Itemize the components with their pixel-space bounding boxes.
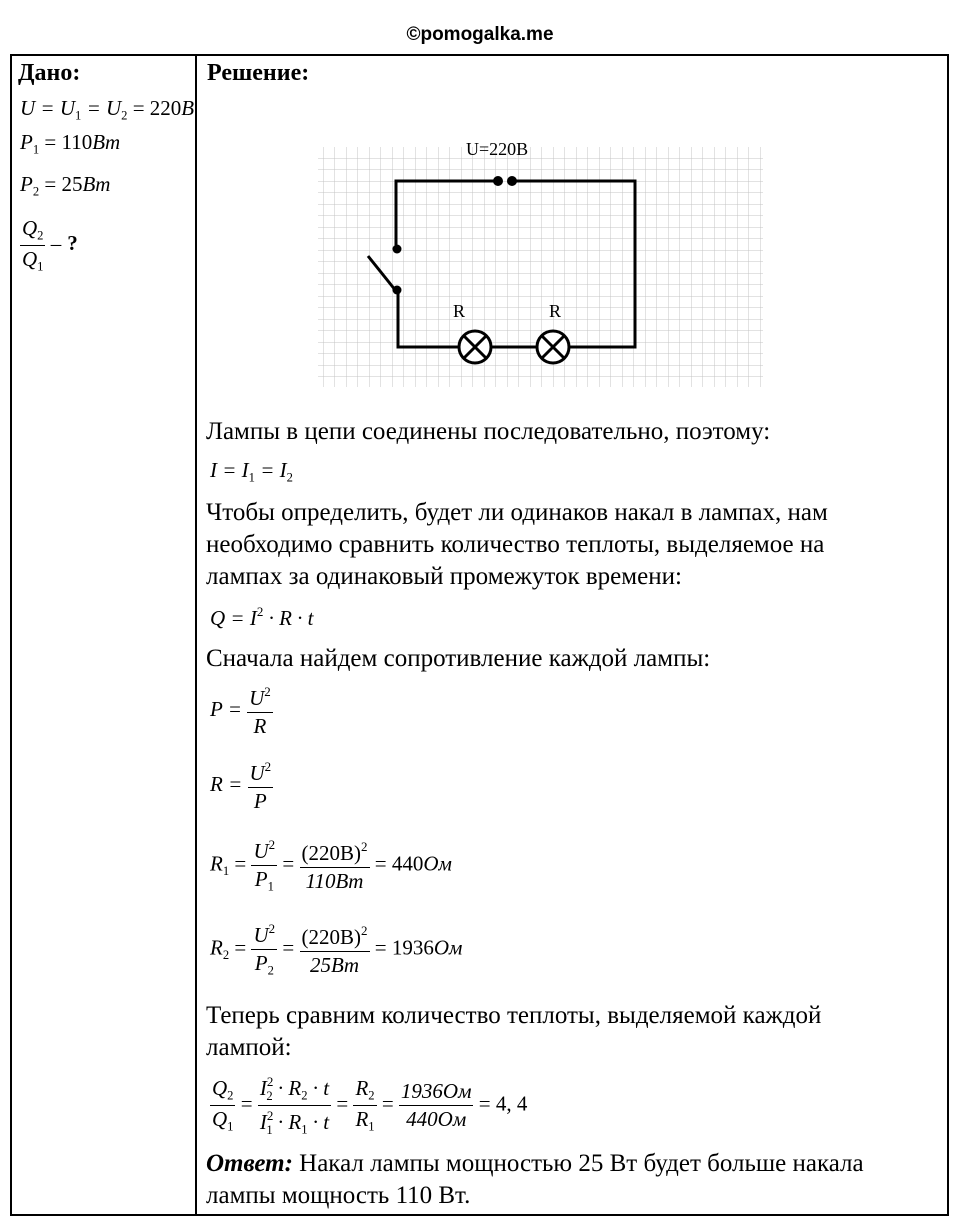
formula-current: $I = I_1 = I_2$ [210,458,293,485]
formula-power: P = $\frac{U^2}{R}$ [210,684,271,739]
formula-resistance-2: $R_2$ = $\frac{U^2}{P_2}$ = $\frac{(220B)^2}{25Bm}$ = 1936Ом [210,921,463,978]
paragraph-compare-1: Теперь сравним количество теплоты, выделяемой каждой [206,1002,822,1029]
given-unknown: $\frac{Q_2}{Q_1}$ – ? [22,216,78,274]
paragraph-resistance: Сначала найдем сопротивление каждой лампы: [206,645,711,672]
lamp-2-label: R [549,301,562,321]
source-terminal-1 [493,176,503,186]
lamp-1-icon [459,331,491,363]
formula-heat: $Q = I^2 \cdot R \cdot t$ [210,604,314,631]
given-voltage: $U = U_1 = U_2 = 220B$ [20,96,195,123]
paragraph-heat-2: необходимо сравнить количество теплоты, выделяемое на [206,531,825,558]
answer-line-1: Ответ: Накал лампы мощностью 25 Вт будет больше накала [206,1150,864,1177]
source-terminal-2 [507,176,517,186]
paragraph-compare-2: лампой: [206,1034,292,1061]
column-divider [195,54,197,1216]
paragraph-heat-3: лампах за одинаковый промежуток времени: [206,563,682,590]
watermark: ©pomogalka.me [406,24,554,45]
paragraph-heat-1: Чтобы определить, будет ли одинаков накал в лампах, нам [206,499,828,526]
answer-label: Ответ: [206,1150,293,1177]
voltage-label: U=220B [466,139,529,159]
formula-ratio: $\frac{Q_2}{Q_1}$ = $\frac{I^2_2 \cdot R_2 \cdot t}{I^2_1 \cdot R_1 \cdot t}$ = $\frac{R_2}{R_1}$ = $\frac{1936Ом}{440Ом}$ = 4, 4 [212,1074,528,1137]
circuit-diagram [300,135,780,395]
given-power-2: $P_2 = 25Bm$ [20,172,111,199]
solution-header: Решение: [207,60,310,86]
answer-line-2: лампы мощность 110 Вт. [206,1182,471,1209]
lamp-2-icon [537,331,569,363]
switch-contact-bottom [393,286,402,295]
switch-contact-top [393,245,402,254]
given-header: Дано: [18,60,81,86]
formula-resistance: R = $\frac{U^2}{P}$ [210,759,272,814]
paragraph-series: Лампы в цепи соединены последовательно, поэтому: [206,418,771,445]
given-power-1: $P_1 = 110Bm$ [20,130,121,157]
lamp-1-label: R [453,301,466,321]
formula-resistance-1: $R_1$ = $\frac{U^2}{P_1}$ = $\frac{(220B)^2}{110Bm}$ = 440Ом [210,837,452,894]
